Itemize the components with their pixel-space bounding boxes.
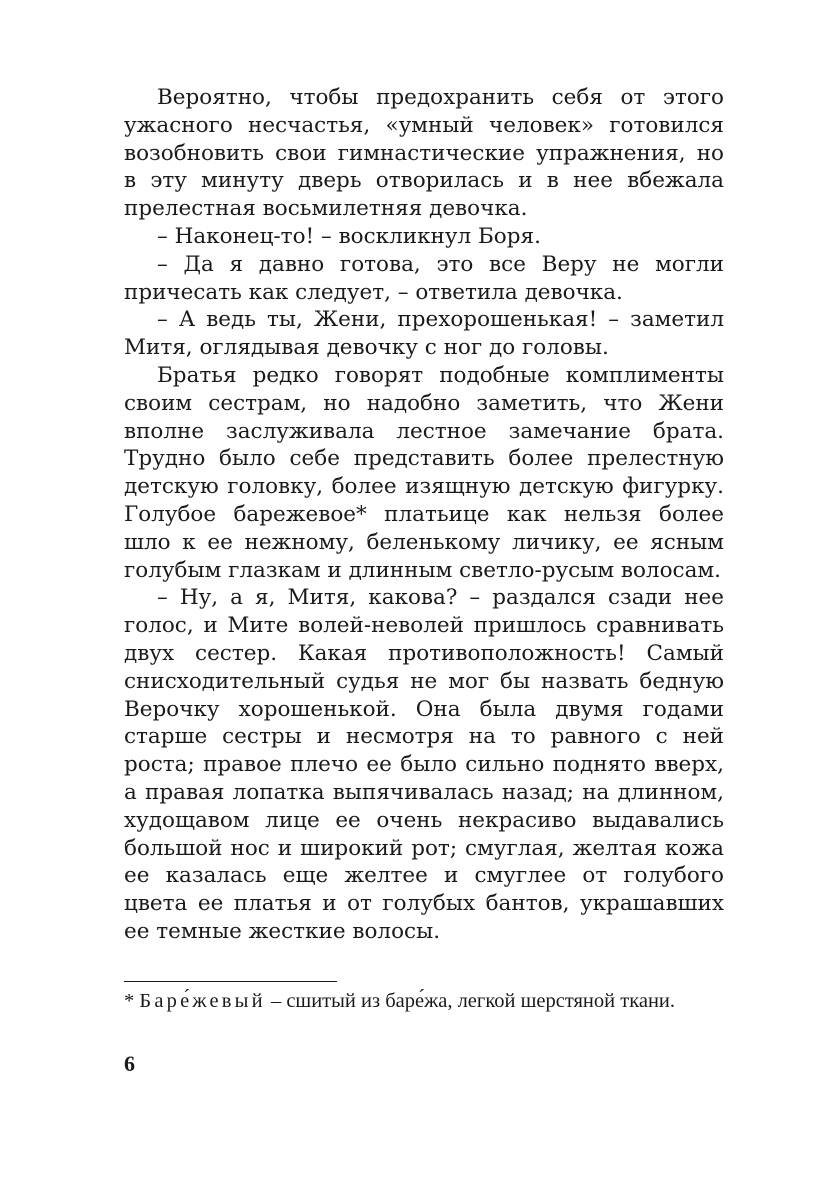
paragraph: – А ведь ты, Жени, прехорошенькая! – заметил Митя, оглядывая девочку с ног до головы. (124, 307, 724, 361)
footnote-marker: * (124, 990, 135, 1012)
footnote-definition: – сшитый из баре́жа, легкой шерстяной ткани. (270, 990, 676, 1012)
text-column (124, 84, 724, 946)
paragraph: Вероятно, чтобы предохранить себя от этого ужасного несчастья, «умный человек» готовился возобновить свои гимнастические упражнения, но в эту минуту дверь отворилась и в нее вбежала прелестная восьмилетняя девочка. (124, 85, 724, 222)
footnote-term: Баре́жевый (139, 990, 266, 1012)
footnote (124, 987, 724, 1015)
page-body (124, 84, 724, 946)
page-number: 6 (124, 1051, 135, 1076)
paragraph: – Да я давно готова, это все Веру не могли причесать как следует, – ответила девочка. (124, 251, 724, 305)
paragraph: Братья редко говорят подобные комплименты своим сестрам, но надобно заметить, что Жени вполне заслуживала лестное замечание брата. Трудно было себе представить более прелестную детскую головку, более изящную детскую фигурку. Голубое барежевое* платьице как нельзя более шло к ее нежному, беленькому личику, ее ясным голубым глазкам и длинным светло-русым волосам. (124, 362, 724, 583)
footnote-divider (124, 981, 337, 982)
paragraph: – Наконец-то! – воскликнул Боря. (157, 223, 541, 249)
paragraph: – Ну, а я, Митя, какова? – раздался сзади нее голос, и Мите волей-неволей пришлось сравнивать двух сестер. Какая противоположность! Самый снисходительный судья не мог бы назвать бедную Верочку хорошенькой. Она была двумя годами старше сестры и несмотря на то равного с ней роста; правое плечо ее было сильно поднято вверх, а правая лопатка выпячивалась назад; на длинном, худощавом лице ее очень некрасиво выдавались большой нос и широкий рот; смуглая, желтая кожа ее казалась еще желтее и смуглее от голубого цвета ее платья и от голубых бантов, украшавших ее темные жесткие волосы. (124, 585, 724, 944)
